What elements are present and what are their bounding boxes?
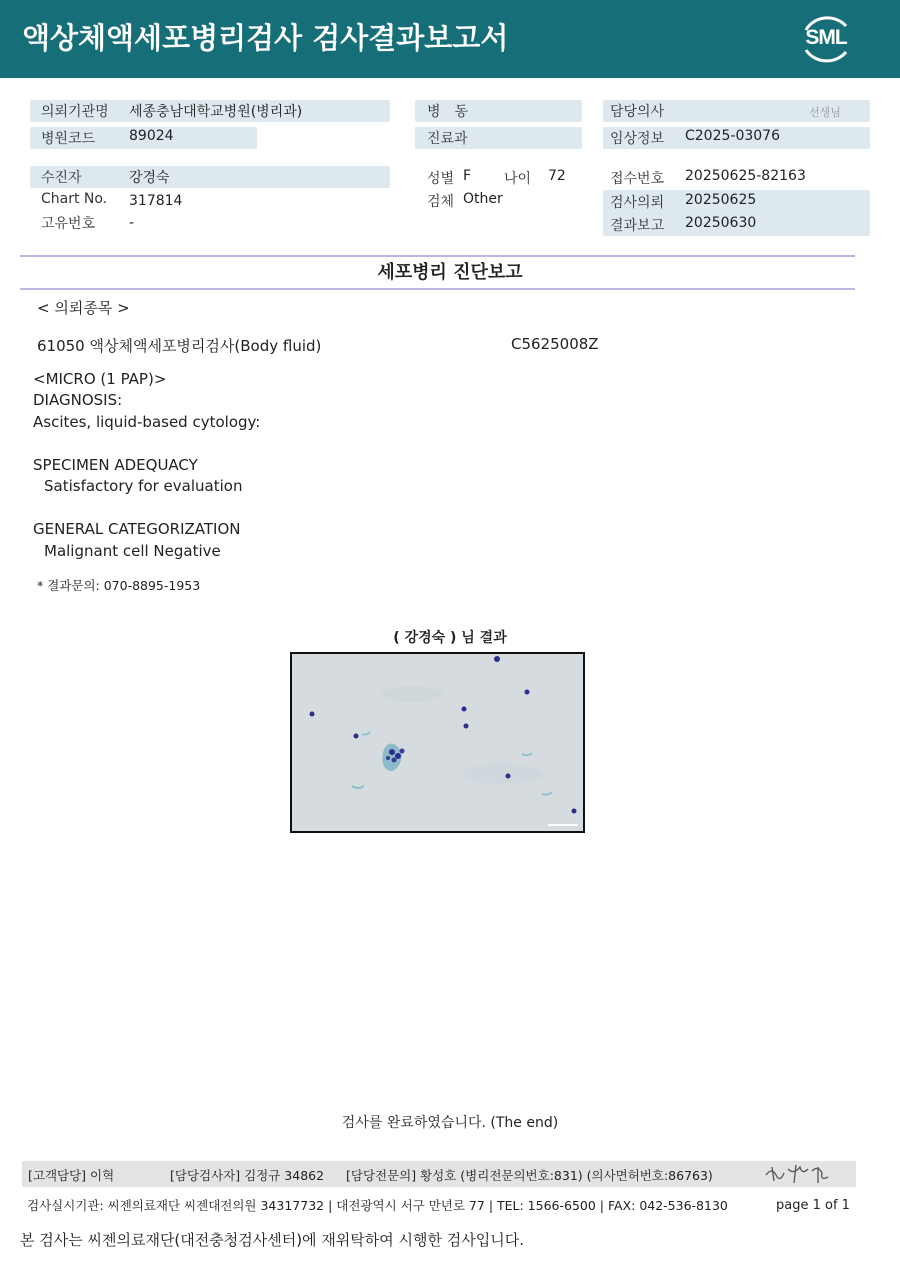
inquiry-phone: * 결과문의: 070-8895-1953 [37,578,201,593]
section-title: 세포병리 진단보고 [377,262,523,283]
unique-value: - [129,215,135,231]
department-label: 진료과 [427,131,468,147]
order-header: < 의뢰종목 > [37,299,130,317]
request-value: 20250625 [685,192,757,208]
unique-label: 고유번호 [41,216,96,232]
report-title: 액상체액세포병리검사 검사결과보고서 [22,21,509,55]
clinical-info-label: 임상정보 [610,131,665,147]
signature-image [762,1161,832,1191]
institution-value: 세종충남대학교병원(병리과) [129,104,303,120]
technician: [담당검사자] 김정규 34862 [170,1168,325,1183]
chart-label: Chart No. [41,191,108,207]
order-code: C5625008Z [511,335,599,353]
report-header [0,0,900,78]
outsourcing-note: 본 검사는 씨젠의료재단(대전충청검사센터)에 재위탁하여 시행한 검사입니다. [20,1231,524,1249]
institution-label: 의뢰기관명 [41,104,109,120]
hospital-code-label: 병원코드 [41,131,96,147]
cytology-micrograph [290,652,585,833]
report-date-label: 결과보고 [610,218,665,234]
category-value: Malignant cell Negative [44,542,221,560]
adequacy-label: SPECIMEN ADEQUACY [33,456,198,474]
request-label: 검사의뢰 [610,195,665,211]
receipt-value: 20250625-82163 [685,168,806,184]
patient-row [30,166,390,188]
micro-line: <MICRO (1 PAP)> [33,370,167,388]
page-number: page 1 of 1 [776,1198,850,1213]
hospital-code-value: 89024 [129,128,174,144]
age-value: 72 [548,168,566,184]
sex-label: 성별 [427,171,455,187]
specialist: [담당전문의] 황성호 (병리전문의번호:831) (의사면허번호:86763) [346,1168,713,1183]
report-date-value: 20250630 [685,215,757,231]
order-item: 61050 액상체액세포병리검사(Body fluid) [37,337,322,355]
doctor-suffix: 선생님 [809,106,841,119]
receipt-label: 접수번호 [610,171,665,187]
ward-label: 병 동 [427,104,469,120]
patient-value: 강경숙 [129,170,170,186]
doctor-label: 담당의사 [610,104,665,120]
staff-bar [22,1161,856,1187]
divider-bottom [20,288,855,290]
divider-top [20,255,855,257]
specimen-label: 검체 [427,194,455,210]
sml-logo [798,12,854,66]
age-label: 나이 [504,171,532,187]
sex-value: F [463,168,472,184]
specimen-value: Other [463,191,503,207]
chart-value: 317814 [129,193,183,209]
customer-contact: [고객담당] 이혁 [28,1168,115,1183]
patient-label: 수진자 [41,170,82,186]
end-text: 검사를 완료하였습니다. (The end) [341,1115,559,1131]
clinical-info-value: C2025-03076 [685,128,780,144]
diagnosis-label: DIAGNOSIS: [33,391,123,409]
institution-line: 검사실시기관: 씨젠의료재단 씨젠대전의원 34317732 | 대전광역시 서구 만년로 77 | TEL: 1566-6500 | FAX: 042-536-8130 [27,1198,728,1213]
adequacy-value: Satisfactory for evaluation [44,477,243,495]
logo-text: SML [805,26,847,49]
image-caption: ( 강경숙 ) 님 결과 [393,630,507,646]
category-label: GENERAL CATEGORIZATION [33,520,241,538]
diagnosis-value: Ascites, liquid-based cytology: [33,413,261,431]
